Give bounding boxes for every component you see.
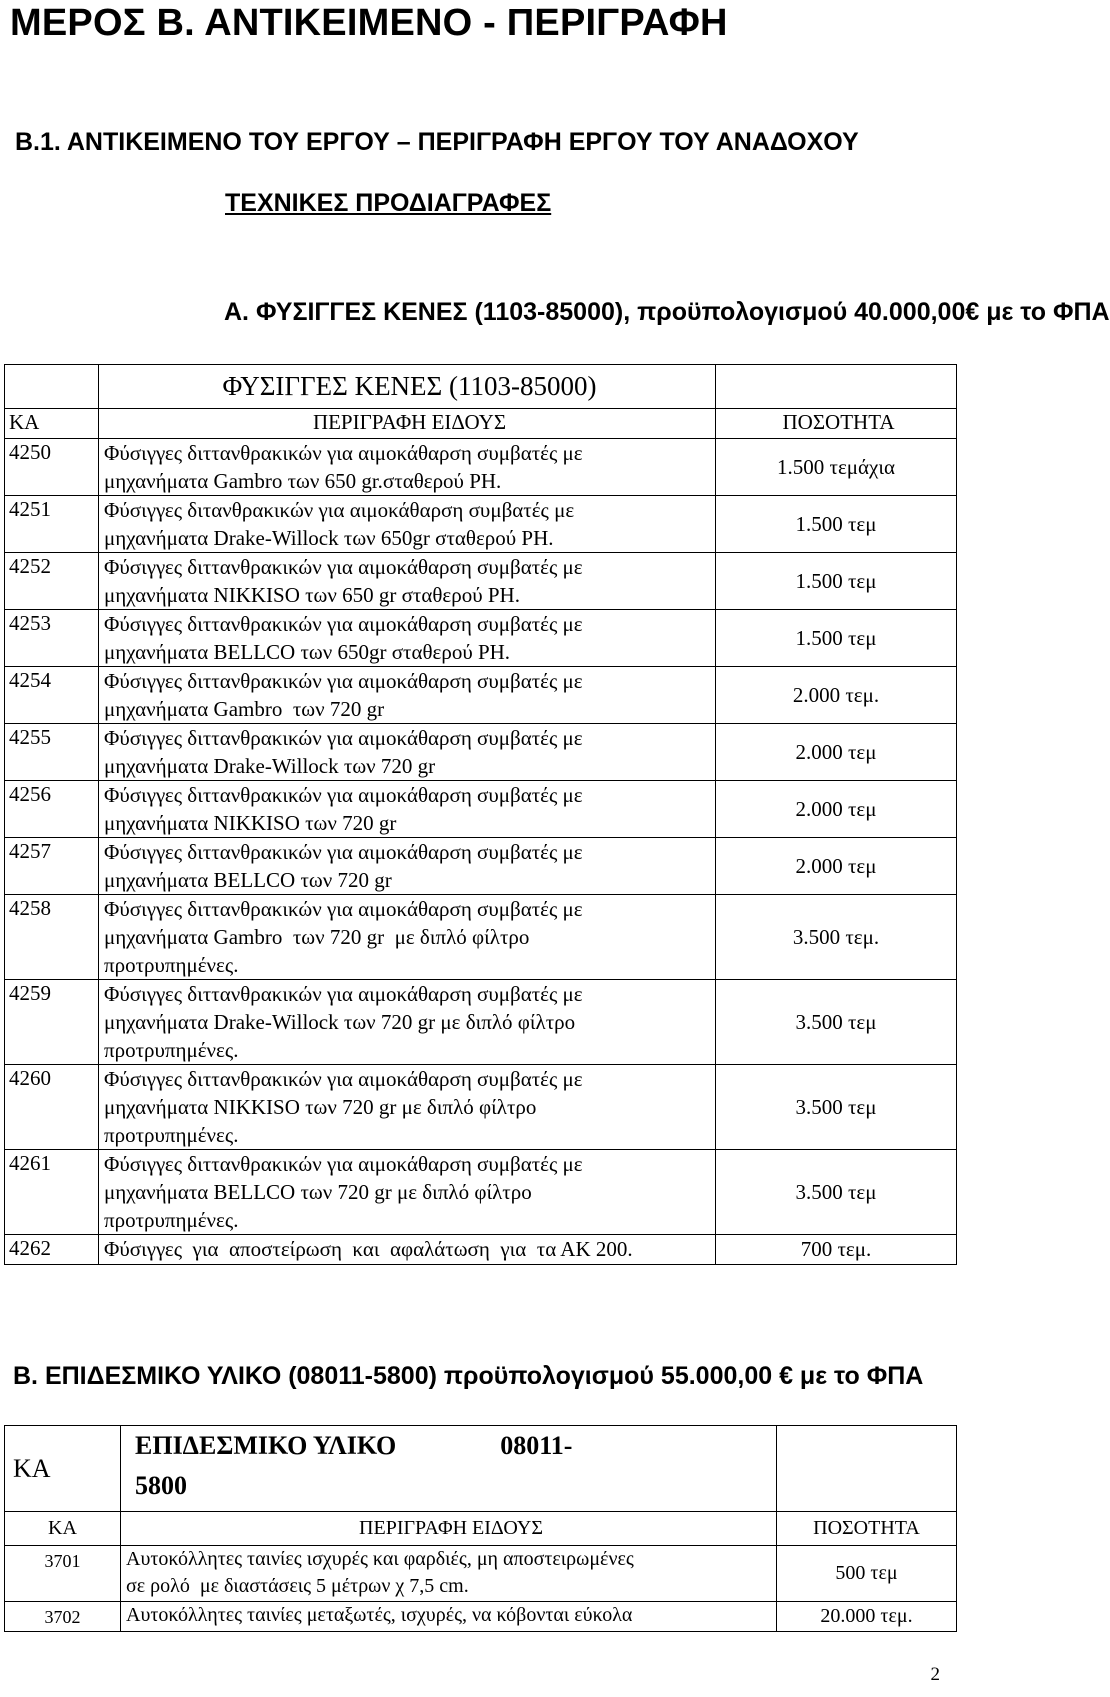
table-header-row <box>5 409 957 439</box>
table-row <box>5 1150 957 1235</box>
row-code: 4250 <box>5 439 99 496</box>
group-a-heading: Α. ΦΥΣΙΓΓΕΣ ΚΕΝΕΣ (1103-85000), προϋπολογισμού 40.000,00€ με το ΦΠΑ <box>224 298 1110 326</box>
row-quantity: 1.500 τεμάχια <box>716 439 957 496</box>
title-ka-label: ΚΑ <box>5 1426 121 1512</box>
row-description <box>99 980 716 1065</box>
table-title: ΦΥΣΙΓΓΕΣ ΚΕΝΕΣ (1103-85000) <box>99 365 716 409</box>
row-quantity: 1.500 τεμ <box>716 553 957 610</box>
description-line1: Φύσιγγες διττανθρακικών για αιμοκάθαρση συμβατές με <box>104 897 583 921</box>
row-code: 4256 <box>5 781 99 838</box>
description-line1: Αυτοκόλλητες ταινίες μεταξωτές, ισχυρές, να κόβονται εύκολα <box>126 1604 633 1626</box>
table-title-line2: 5800 <box>135 1471 187 1500</box>
row-quantity: 1.500 τεμ <box>716 610 957 667</box>
row-description <box>99 1235 716 1265</box>
table-row <box>5 439 957 496</box>
header-quantity: ΠΟΣΟΤΗΤΑ <box>777 1512 957 1546</box>
description-line3: προτρυπημένες. <box>104 1038 239 1062</box>
table-title-row <box>5 1426 957 1512</box>
part-heading: ΜΕΡΟΣ Β. ΑΝΤΙΚΕΙΜΕΝΟ - ΠΕΡΙΓΡΑΦΗ <box>10 2 728 44</box>
description-line1: Αυτοκόλλητες ταινίες ισχυρές και φαρδιές, μη αποστειρωμένες <box>126 1548 634 1570</box>
description-line1: Φύσιγγες διττανθρακικών για αιμοκάθαρση συμβατές με <box>104 669 583 693</box>
row-description <box>121 1546 777 1602</box>
row-quantity: 1.500 τεμ <box>716 496 957 553</box>
table-row <box>5 667 957 724</box>
header-quantity: ΠΟΣΟΤΗΤΑ <box>716 409 957 439</box>
table-row <box>5 1065 957 1150</box>
table-row <box>5 895 957 980</box>
table-row <box>5 838 957 895</box>
row-code: 4254 <box>5 667 99 724</box>
row-description <box>99 667 716 724</box>
description-line1: Φύσιγγες διττανθρακικών για αιμοκάθαρση συμβατές με <box>104 982 583 1006</box>
description-line2: μηχανήματα Drake-Willock των 650gr σταθερού PH. <box>104 526 554 550</box>
row-code: 4260 <box>5 1065 99 1150</box>
row-description <box>99 1065 716 1150</box>
description-line2: μηχανήματα Gambro των 720 gr <box>104 697 385 721</box>
table-title-empty <box>716 365 957 409</box>
description-line1: Φύσιγγες διττανθρακικών για αιμοκάθαρση συμβατές με <box>104 1152 583 1176</box>
description-line1: Φύσιγγες διττανθρακικών για αιμοκάθαρση συμβατές με <box>104 840 583 864</box>
description-line2: μηχανήματα NIKKISO των 650 gr σταθερού PH. <box>104 583 520 607</box>
row-description <box>99 496 716 553</box>
table-title-empty <box>5 365 99 409</box>
row-quantity: 3.500 τεμ <box>716 980 957 1065</box>
description-line3: προτρυπημένες. <box>104 1208 239 1232</box>
row-quantity: 2.000 τεμ <box>716 781 957 838</box>
table-row <box>5 1235 957 1265</box>
row-quantity: 3.500 τεμ. <box>716 895 957 980</box>
row-description <box>99 1150 716 1235</box>
table-title-empty <box>777 1426 957 1512</box>
table-header-row <box>5 1512 957 1546</box>
table-row <box>5 1546 957 1602</box>
table-row <box>5 610 957 667</box>
row-code: 4257 <box>5 838 99 895</box>
table-row <box>5 781 957 838</box>
row-code: 3701 <box>5 1546 121 1602</box>
table-row <box>5 724 957 781</box>
description-line1: Φύσιγγες διττανθρακικών για αιμοκάθαρση συμβατές με <box>104 726 583 750</box>
row-description <box>99 610 716 667</box>
row-description <box>99 838 716 895</box>
description-line2: μηχανήματα BELLCO των 720 gr με διπλό φίλτρο <box>104 1180 532 1204</box>
row-code: 4253 <box>5 610 99 667</box>
row-code: 4255 <box>5 724 99 781</box>
header-code: ΚΑ <box>5 409 99 439</box>
row-quantity: 20.000 τεμ. <box>777 1602 957 1632</box>
description-line2: μηχανήματα Drake-Willock των 720 gr <box>104 754 436 778</box>
row-code: 4262 <box>5 1235 99 1265</box>
description-line1: Φύσιγγες διττανθρακικών για αιμοκάθαρση συμβατές με <box>104 441 583 465</box>
row-quantity: 500 τεμ <box>777 1546 957 1602</box>
row-quantity: 2.000 τεμ <box>716 724 957 781</box>
row-description <box>99 781 716 838</box>
row-quantity: 2.000 τεμ <box>716 838 957 895</box>
row-code: 4258 <box>5 895 99 980</box>
description-line2: μηχανήματα BELLCO των 720 gr <box>104 868 392 892</box>
table-bandages <box>4 1425 957 1632</box>
table-row <box>5 1602 957 1632</box>
table-title: ΕΠΙΔΕΣΜΙΚΟ ΥΛΙΚΟ 08011- <box>135 1431 573 1460</box>
table-row <box>5 980 957 1065</box>
row-code: 4251 <box>5 496 99 553</box>
description-line3: προτρυπημένες. <box>104 1123 239 1147</box>
description-line1: Φύσιγγες διττανθρακικών για αιμοκάθαρση συμβατές με <box>104 612 583 636</box>
description-line2: μηχανήματα Gambro των 720 gr με διπλό φίλτρο <box>104 925 530 949</box>
table-title-row <box>5 365 957 409</box>
row-description <box>99 553 716 610</box>
description-line1: Φύσιγγες διτανθρακικών για αιμοκάθαρση συμβατές με <box>104 498 575 522</box>
specs-heading: ΤΕΧΝΙΚΕΣ ΠΡΟΔΙΑΓΡΑΦΕΣ <box>225 189 552 217</box>
group-b-heading: Β. ΕΠΙΔΕΣΜΙΚΟ ΥΛΙΚΟ (08011-5800) προϋπολογισμού 55.000,00 € με το ΦΠΑ <box>13 1362 924 1390</box>
table-row <box>5 496 957 553</box>
header-description: ΠΕΡΙΓΡΑΦΗ ΕΙΔΟΥΣ <box>99 409 716 439</box>
header-description: ΠΕΡΙΓΡΑΦΗ ΕΙΔΟΥΣ <box>121 1512 777 1546</box>
row-quantity: 2.000 τεμ. <box>716 667 957 724</box>
description-line2: μηχανήματα NIKKISO των 720 gr με διπλό φίλτρο <box>104 1095 537 1119</box>
page-number: 2 <box>930 1664 940 1685</box>
row-description <box>99 895 716 980</box>
description-line2: μηχανήματα BELLCO των 650gr σταθερού PH. <box>104 640 511 664</box>
description-line1: Φύσιγγες διττανθρακικών για αιμοκάθαρση συμβατές με <box>104 1067 583 1091</box>
header-code: ΚΑ <box>5 1512 121 1546</box>
table-cartridges <box>4 364 957 1265</box>
description-line2: μηχανήματα Gambro των 650 gr.σταθερού PH. <box>104 469 502 493</box>
table-row <box>5 553 957 610</box>
row-quantity: 700 τεμ. <box>716 1235 957 1265</box>
row-description <box>99 724 716 781</box>
description-line3: προτρυπημένες. <box>104 953 239 977</box>
row-code: 4261 <box>5 1150 99 1235</box>
section-heading: Β.1. ΑΝΤΙΚΕΙΜΕΝΟ ΤΟΥ ΕΡΓΟΥ – ΠΕΡΙΓΡΑΦΗ ΕΡΓΟΥ ΤΟΥ ΑΝΑΔΟΧΟΥ <box>15 128 859 156</box>
row-quantity: 3.500 τεμ <box>716 1065 957 1150</box>
row-description <box>99 439 716 496</box>
row-code: 3702 <box>5 1602 121 1632</box>
row-description <box>121 1602 777 1632</box>
description-line1: Φύσιγγες για αποστείρωση και αφαλάτωση για τα ΑΚ 200. <box>104 1237 633 1261</box>
row-quantity: 3.500 τεμ <box>716 1150 957 1235</box>
description-line1: Φύσιγγες διττανθρακικών για αιμοκάθαρση συμβατές με <box>104 555 583 579</box>
description-line1: Φύσιγγες διττανθρακικών για αιμοκάθαρση συμβατές με <box>104 783 583 807</box>
description-line2: μηχανήματα Drake-Willock των 720 gr με διπλό φίλτρο <box>104 1010 576 1034</box>
row-code: 4252 <box>5 553 99 610</box>
description-line2: μηχανήματα NIKKISO των 720 gr <box>104 811 397 835</box>
row-code: 4259 <box>5 980 99 1065</box>
description-line2: σε ρολό με διαστάσεις 5 μέτρων χ 7,5 cm. <box>126 1575 469 1597</box>
